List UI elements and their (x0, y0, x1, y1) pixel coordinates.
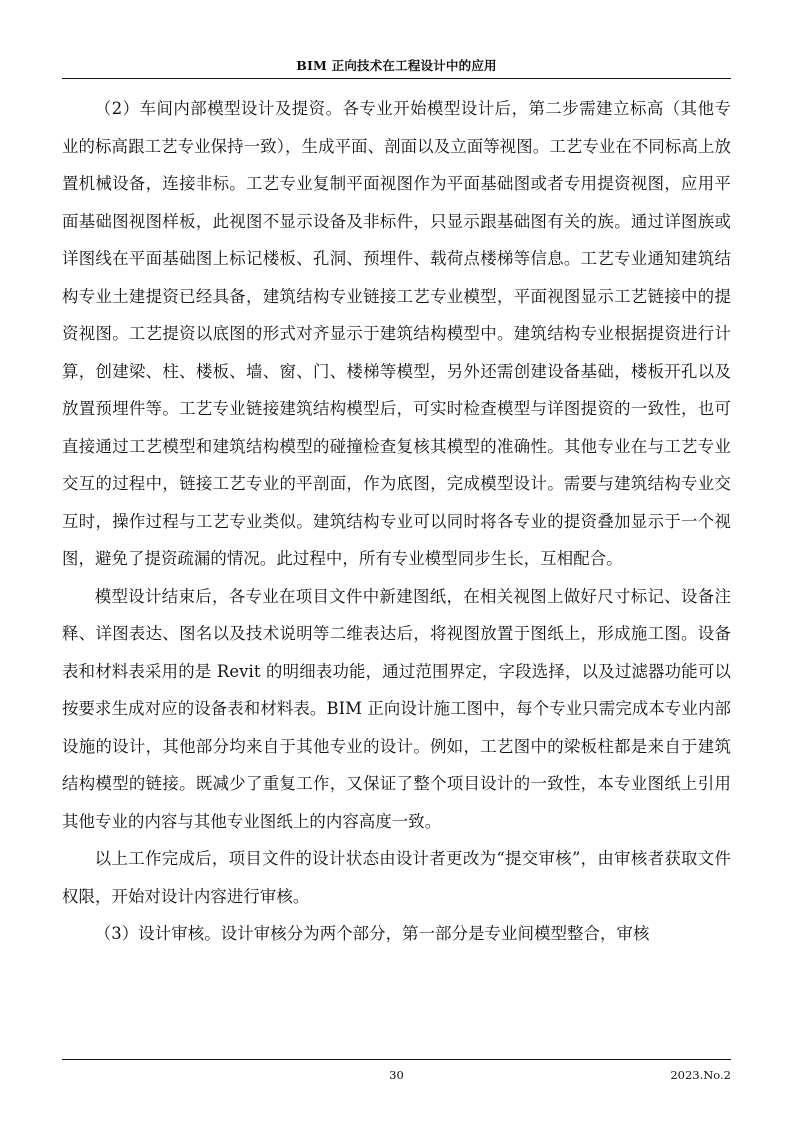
footer-divider (62, 1059, 731, 1060)
issue-label: 2023.No.2 (670, 1068, 731, 1082)
paragraph: （2）车间内部模型设计及提资。各专业开始模型设计后，第二步需建立标高（其他专业的标高跟工艺专业保持一致），生成平面、剖面以及立面等视图。工艺专业在不同标高上放置机械设备，连接非标。工艺专业复制平面视图作为平面基础图或者专用提资视图，应用平面基础图视图样板，此视图不显示设备及非标件，只显示跟基础图有关的族。通过详图族或详图线在平面基础图上标记楼板、孔洞、预埋件、载荷点楼梯等信息。工艺专业通知建筑结构专业土建提资已经具备，建筑结构专业链接工艺专业模型，平面视图显示工艺链接中的提资视图。工艺提资以底图的形式对齐显示于建筑结构模型中。建筑结构专业根据提资进行计算，创建梁、柱、楼板、墙、窗、门、楼梯等模型，另外还需创建设备基础，楼板开孔以及放置预埋件等。工艺专业链接建筑结构模型后，可实时检查模型与详图提资的一致性，也可直接通过工艺模型和建筑结构模型的碰撞检查复核其模型的准确性。其他专业在与工艺专业交互的过程中，链接工艺专业的平剖面，作为底图，完成模型设计。需要与建筑结构专业交互时，操作过程与工艺专业类似。建筑结构专业可以同时将各专业的提资叠加显示于一个视图，避免了提资疏漏的情况。此过程中，所有专业模型同步生长，互相配合。 (62, 99, 731, 568)
page-footer (62, 1068, 731, 1088)
header-divider (62, 78, 731, 79)
page-number: 30 (389, 1068, 404, 1082)
paragraph: 以上工作完成后，项目文件的设计状态由设计者更改为“提交审核”，由审核者获取文件权限，开始对设计内容进行审核。 (62, 849, 731, 906)
page-body (62, 90, 731, 1036)
paragraph: （3）设计审核。设计审核分为两个部分，第一部分是专业间模型整合，审核 (94, 924, 650, 943)
paragraph: 模型设计结束后，各专业在项目文件中新建图纸，在相关视图上做好尺寸标记、设备注释、详图表达、图名以及技术说明等二维表达后，将视图放置于图纸上，形成施工图。设备表和材料表采用的是 Revit 的明细表功能，通过范围界定，字段选择，以及过滤器功能可以按要求生成对应的设备表和材料表。BIM 正向设计施工图中，每个专业只需完成本专业内部设施的设计，其他部分均来自于其他专业的设计。例如，工艺图中的梁板柱都是来自于建筑结构模型的链接。既减少了重复工作，又保证了整个项目设计的一致性，本专业图纸上引用其他专业的内容与其他专业图纸上的内容高度一致。 (62, 586, 731, 831)
page-header-title: BIM 正向技术在工程设计中的应用 (296, 58, 497, 73)
